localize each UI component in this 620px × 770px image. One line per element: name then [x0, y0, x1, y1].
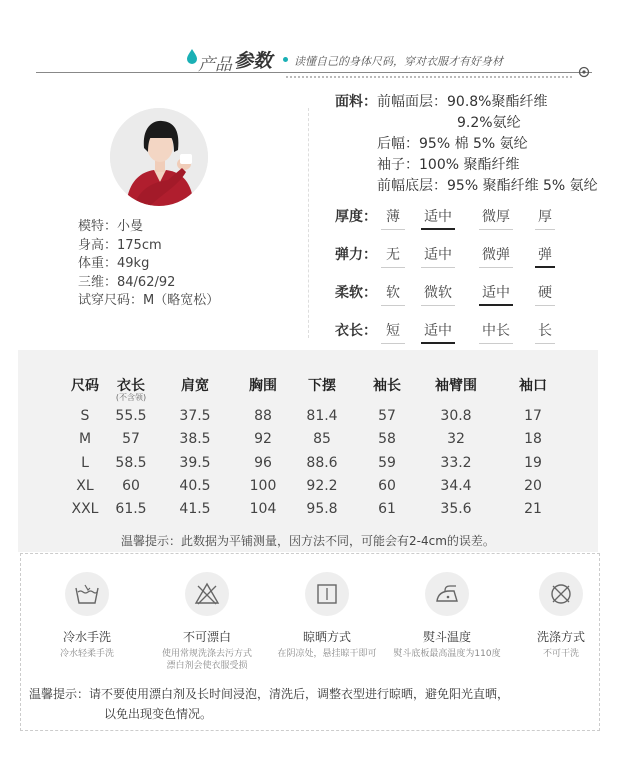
attribute-option-selected: 适中 — [479, 282, 513, 306]
attribute-option: 微软 — [421, 282, 455, 306]
size-value-cell: 96 — [254, 455, 272, 471]
size-value-cell: 38.5 — [179, 431, 211, 447]
size-value-cell: 32 — [447, 431, 465, 447]
fabric-back: 后幅：95% 棉 5% 氨纶 — [377, 136, 528, 152]
header-title-prefix: 产品 — [198, 55, 232, 75]
arm-circ-header: 袖臂围 — [435, 378, 477, 394]
attribute-elasticity — [335, 244, 565, 268]
care-desc: 在阴凉处，悬挂晾干即可 — [277, 649, 377, 659]
size-value-cell: 60 — [378, 478, 396, 494]
cuff-header: 袖口 — [519, 378, 547, 394]
size-value-cell: 58.5 — [115, 455, 147, 471]
size-value-cell: 41.5 — [179, 501, 211, 517]
attribute-label: 弹力： — [335, 247, 377, 263]
size-value-cell: 88 — [254, 408, 272, 424]
no-bleach-icon — [194, 582, 220, 606]
size-label-cell: XXL — [71, 501, 99, 517]
size-value-cell: 88.6 — [306, 455, 338, 471]
size-value-cell: 92.2 — [306, 478, 338, 494]
attribute-label: 柔软： — [335, 285, 377, 301]
hem-header: 下摆 — [308, 378, 336, 394]
header-dotted-line — [286, 76, 572, 78]
model-illustration — [110, 108, 208, 206]
attribute-option-selected: 适中 — [421, 206, 455, 230]
size-label-cell: XL — [76, 478, 94, 494]
size-value-cell: 34.4 — [440, 478, 472, 494]
section-header — [36, 44, 592, 78]
size-value-cell: 95.8 — [306, 501, 338, 517]
size-value-cell: 21 — [524, 501, 542, 517]
size-value-cell: 18 — [524, 431, 542, 447]
iron-icon — [434, 584, 460, 604]
column-divider — [308, 108, 309, 338]
attribute-option: 中长 — [479, 320, 513, 344]
size-value-cell: 59 — [378, 455, 396, 471]
care-desc-2: 漂白剂会使衣服受损 — [166, 661, 248, 671]
attribute-option-selected: 弹 — [535, 244, 555, 268]
attribute-option: 硬 — [535, 282, 555, 306]
model-size: 试穿尺码：M（略宽松） — [78, 293, 220, 308]
care-title: 不可漂白 — [182, 630, 231, 644]
sleeve-length-header: 袖长 — [373, 378, 401, 394]
length-header: 衣长 — [117, 378, 145, 394]
care-item-dry — [269, 572, 385, 660]
model-height: 身高：175cm — [78, 237, 162, 253]
care-item-dryclean — [503, 572, 619, 660]
care-icon-circle — [305, 572, 349, 616]
swirl-ornament-icon — [578, 66, 590, 78]
line-dry-icon — [316, 583, 338, 605]
size-value-cell: 58 — [378, 431, 396, 447]
size-value-cell: 30.8 — [440, 408, 472, 424]
wash-tub-icon — [74, 583, 100, 605]
header-subtitle: 读懂自己的身体尺码，穿对衣服才有好身材 — [294, 55, 503, 68]
model-weight: 体重：49kg — [78, 256, 150, 271]
care-desc: 使用常规洗涤去污方式 — [161, 649, 252, 659]
size-value-cell: 40.5 — [179, 478, 211, 494]
size-value-cell: 57 — [378, 408, 396, 424]
attribute-option: 长 — [535, 320, 555, 344]
attribute-softness — [335, 282, 565, 306]
size-value-cell: 39.5 — [179, 455, 211, 471]
fabric-front-bottom: 前幅底层：95% 聚酯纤维 5% 氨纶 — [377, 178, 598, 194]
size-value-cell: 55.5 — [115, 408, 147, 424]
care-desc: 冷水轻柔手洗 — [59, 649, 114, 659]
size-value-cell: 57 — [122, 431, 140, 447]
size-value-cell: 61 — [378, 501, 396, 517]
attribute-option: 微弹 — [479, 244, 513, 268]
attribute-option: 薄 — [381, 206, 405, 230]
size-value-cell: 37.5 — [179, 408, 211, 424]
attribute-option: 厚 — [535, 206, 555, 230]
care-item-iron — [389, 572, 505, 660]
care-tip-line2: 以免出现变色情况。 — [104, 707, 213, 721]
care-icon-circle — [539, 572, 583, 616]
fabric-front-top-2: 9.2%氨纶 — [457, 115, 521, 131]
size-value-cell: 104 — [249, 501, 277, 517]
model-info — [78, 218, 219, 311]
attribute-label: 厚度： — [335, 209, 377, 225]
attribute-option: 适中 — [421, 244, 455, 268]
size-table-panel — [18, 350, 598, 552]
size-tip: 温馨提示：此数据为平铺测量，因方法不同，可能会有2-4cm的误差。 — [121, 534, 495, 548]
size-value-cell: 33.2 — [440, 455, 472, 471]
size-value-cell: 17 — [524, 408, 542, 424]
header-title: 参数 — [234, 50, 273, 72]
size-value-cell: 85 — [313, 431, 331, 447]
size-header: 尺码 — [71, 378, 99, 394]
size-label-cell: S — [80, 408, 90, 424]
size-value-cell: 19 — [524, 455, 542, 471]
chest-header: 胸围 — [249, 378, 277, 394]
shoulder-header: 肩宽 — [181, 378, 209, 394]
size-value-cell: 100 — [249, 478, 277, 494]
care-tip — [29, 684, 597, 724]
attribute-option: 软 — [381, 282, 405, 306]
model-measurements: 三维：84/62/92 — [78, 274, 176, 290]
care-desc: 熨斗底板最高温度为110度 — [393, 649, 501, 659]
care-title: 熨斗温度 — [422, 630, 471, 644]
care-desc: 不可干洗 — [542, 649, 579, 659]
size-value-cell: 60 — [122, 478, 140, 494]
size-label-cell: M — [78, 431, 92, 447]
model-photo — [110, 108, 208, 206]
header-dot — [283, 57, 288, 62]
care-panel — [20, 553, 600, 731]
model-name: 模特：小曼 — [78, 219, 144, 234]
care-tip-line1: 温馨提示：请不要使用漂白剂及长时间浸泡，清洗后，调整衣型进行晾晒，避免阳光直晒， — [29, 687, 510, 701]
attribute-option-selected: 适中 — [421, 320, 455, 344]
attribute-length — [335, 320, 565, 344]
care-item-bleach — [149, 572, 265, 672]
care-item-wash — [29, 572, 145, 660]
fabric-label: 面料： — [335, 94, 377, 110]
size-value-cell: 35.6 — [440, 501, 472, 517]
care-title: 洗涤方式 — [536, 630, 585, 644]
header-divider — [36, 72, 592, 73]
size-value-cell: 81.4 — [306, 408, 338, 424]
care-title: 冷水手洗 — [62, 630, 111, 644]
fabric-front-top: 前幅面层：90.8%聚酯纤维 — [377, 94, 548, 110]
attribute-option: 无 — [381, 244, 405, 268]
care-title: 晾晒方式 — [302, 630, 351, 644]
attribute-thickness — [335, 206, 565, 230]
care-icon-circle — [65, 572, 109, 616]
no-dryclean-icon — [549, 582, 573, 606]
attribute-option: 短 — [381, 320, 405, 344]
length-header-note: (不含领) — [115, 393, 147, 402]
attribute-label: 衣长： — [335, 323, 377, 339]
attribute-option: 微厚 — [479, 206, 513, 230]
size-label-cell: L — [81, 455, 89, 471]
size-value-cell: 61.5 — [115, 501, 147, 517]
size-value-cell: 20 — [524, 478, 542, 494]
care-icon-circle — [185, 572, 229, 616]
teardrop-icon — [186, 48, 198, 64]
fabric-sleeve: 袖子：100% 聚酯纤维 — [377, 157, 520, 173]
size-value-cell: 92 — [254, 431, 272, 447]
care-icon-circle — [425, 572, 469, 616]
